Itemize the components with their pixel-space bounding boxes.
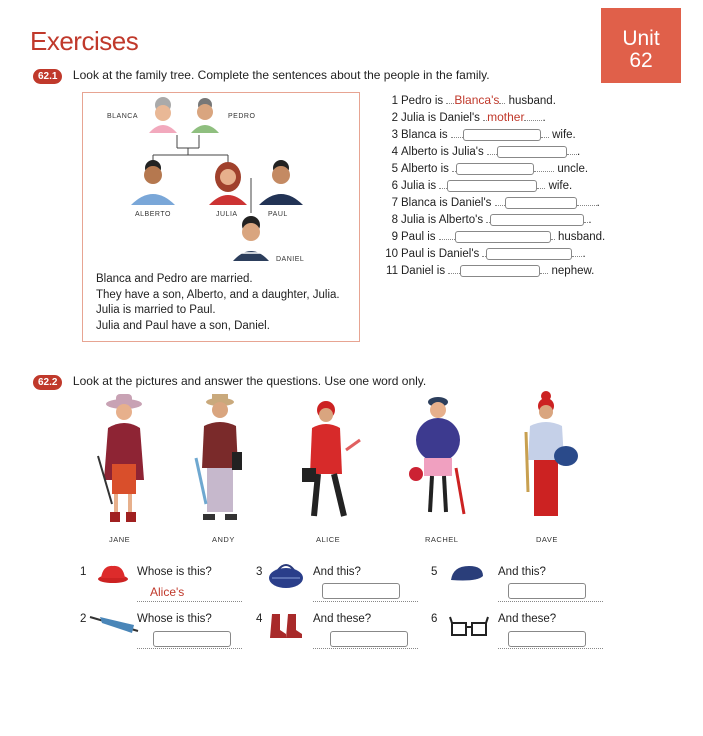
sentence-9: 9 Paul is husband. [391,231,606,243]
answer-line [313,600,418,602]
question-4-number: 4 [256,613,263,625]
question-1-answer: Alice's [150,585,185,599]
answer-box[interactable] [447,180,537,192]
question-5-text: And this? [498,566,546,578]
sentence-10: 10 Paul is Daniel's . [385,248,586,260]
answer-line [137,600,242,602]
answer-box[interactable] [505,197,577,209]
answer-box[interactable] [486,248,572,260]
question-3-text: And this? [313,566,361,578]
sentence-5: 5 Alberto is uncle. [391,163,589,175]
fact-line: They have a son, Alberto, and a daughter, Julia. [96,288,340,301]
question-3-answer-box[interactable] [322,583,400,599]
glasses-icon [449,614,489,640]
rachel-figure [409,397,464,514]
question-6-answer-box[interactable] [508,631,586,647]
label-daniel: DANIEL [276,256,305,263]
family-tree-illustration [83,93,361,273]
unit-number: 62 [629,49,653,72]
sentence-3: 3 Blanca is wife. [391,129,576,141]
fact-line: Julia is married to Paul. [96,304,216,316]
question-5-number: 5 [431,566,438,578]
andy-figure [196,394,242,520]
label-rachel: RACHEL [425,535,459,544]
unit-badge [601,8,681,83]
sentence-11: 11 Daniel is nephew. [386,265,595,277]
blanca-portrait [149,97,177,133]
answer-text: mother [487,110,525,124]
family-tree-box [82,92,360,342]
family-facts [96,272,340,334]
paul-portrait [259,160,303,205]
sentence-1: 1 Pedro is Blanca's husband. [391,93,556,107]
people-illustration [90,388,590,533]
question-1-number: 1 [80,566,87,578]
exercise-2-badge: 62.2 [33,375,62,390]
answer-line [498,647,603,649]
pedro-portrait [191,98,219,133]
fact-line: Julia and Paul have a son, Daniel. [96,319,270,332]
exercise-1-instruction: Look at the family tree. Complete the sentences about the people in the family. [72,68,490,82]
dave-figure [526,391,578,516]
fact-line: Blanca and Pedro are married. [96,273,253,285]
cap-icon [447,562,487,586]
exercise-1-badge: 62.1 [33,69,62,84]
answer-box[interactable] [463,129,541,141]
answer-text: Blanca's [454,93,500,107]
label-andy: ANDY [212,535,235,544]
answer-box[interactable] [490,214,584,226]
alice-figure [302,401,360,516]
answer-line [498,600,603,602]
question-2-answer-box[interactable] [153,631,231,647]
umbrella-icon [88,611,140,637]
question-4-text: And these? [313,613,372,625]
sentence-list [382,93,605,280]
bag-icon [266,560,306,590]
daniel-portrait [233,216,269,261]
label-paul: PAUL [268,211,288,218]
answer-line [313,647,418,649]
sentence-6: 6 Julia is wife. [391,180,573,192]
question-1-text: Whose is this? [137,566,212,578]
julia-portrait [209,162,247,205]
answer-box[interactable] [456,163,534,175]
label-dave: DAVE [536,535,558,544]
question-5-answer-box[interactable] [508,583,586,599]
label-alberto: ALBERTO [135,211,171,218]
sentence-7: 7 Blanca is Daniel's . [391,197,600,209]
hat-icon [95,563,129,585]
question-3-number: 3 [256,566,263,578]
label-blanca: BLANCA [107,113,139,120]
label-pedro: PEDRO [228,113,256,120]
question-4-answer-box[interactable] [330,631,408,647]
question-6-text: And these? [498,613,557,625]
label-jane: JANE [109,535,131,544]
answer-box[interactable] [455,231,551,243]
jane-figure [98,394,144,522]
sentence-4: 4 Alberto is Julia's . [391,146,581,158]
exercise-2-instruction: Look at the pictures and answer the questions. Use one word only. [72,374,427,388]
page-title: Exercises [30,26,139,56]
answer-line [137,647,242,649]
boots-icon [266,610,306,640]
unit-label: Unit [622,27,660,50]
label-alice: ALICE [316,535,341,544]
alberto-portrait [131,160,175,205]
question-2-text: Whose is this? [137,613,212,625]
sentence-8: 8 Julia is Alberto's . [391,214,592,226]
question-2-number: 2 [80,613,87,625]
question-6-number: 6 [431,613,438,625]
answer-box[interactable] [497,146,567,158]
label-julia: JULIA [216,211,238,218]
exercise-1-heading [33,66,490,84]
sentence-2: 2 Julia is Daniel's mother . [391,110,546,124]
answer-box[interactable] [460,265,540,277]
